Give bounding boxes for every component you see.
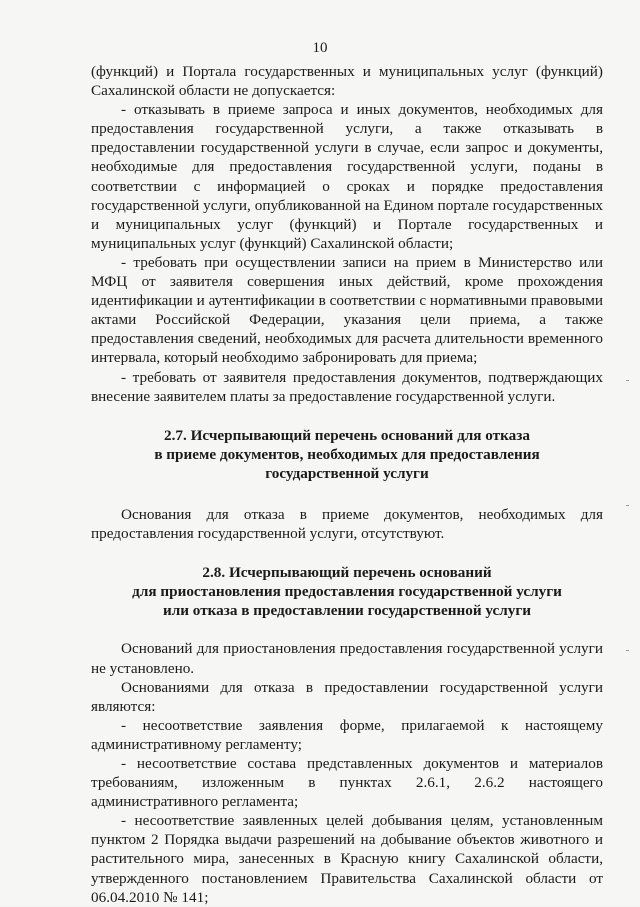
section-heading-line: или отказа в предоставлении государственной услуги [162, 602, 531, 620]
section-heading-line: государственной услуги [265, 464, 429, 482]
paragraph-bullet-payment: - требовать от заявителя предоставления документов, подтверждающих внесение заявителем платы за предоставление государственной услуги. [91, 368, 603, 405]
paragraph-bullet-goals: - несоответствие заявленных целей добывания целям, установленным пунктом 2 Порядка выдачи разрешений на добывание объектов животного и растительного мира, занесенных в Красную книгу Сахалинской области, утвержденного постановлением Правительства Сахалинской области от 06.04.2010 № 141; [91, 812, 603, 906]
paragraph-bullet-appointment: - требовать при осуществлении записи на прием в Министерство или МФЦ от заявителя совершения иных действий, кроме прохождения идентификации и аутентификации в соответствии с нормативными правовыми актами Российской Федерации, указания цели приема, а также предоставления сведений, необходимых для расчета длительности временного интервала, который необходимо забронировать для приема; [91, 253, 603, 367]
section-2-7-text: Основания для отказа в приеме документов, необходимых для предоставления государственной услуги, отсутствуют. [91, 505, 603, 543]
paragraph-no-suspension: Оснований для приостановления предоставления государственной услуги не установлено. [91, 640, 603, 677]
scan-mark [626, 650, 629, 651]
section-2-8-heading [91, 563, 603, 620]
scan-mark [626, 505, 629, 506]
paragraph-bullet-refuse: - отказывать в приеме запроса и иных документов, необходимых для предоставления государственной услуги, а также отказывать в предоставлении государственной услуги в случае, если запрос и документы, необходимые для предоставления государственной услуги, поданы в соответствии с информацией о сроках и порядке предоставления государственной услуги, опубликованной на Едином портале государственных и муниципальных услуг (функций) и Портале государственных и муниципальных услуг (функций) Сахалинской области; [91, 101, 603, 252]
scan-mark [626, 380, 629, 381]
paragraph-continuation: (функций) и Портала государственных и муниципальных услуг (функций) Сахалинской области не допускается: [91, 63, 603, 100]
paragraph-bullet-documents: - несоответствие состава представленных документов и материалов требованиям, изложенным в пунктах 2.6.1, 2.6.2 настоящего административного регламента; [91, 755, 603, 811]
document-body [91, 62, 603, 907]
paragraph-refusal-grounds: Основаниями для отказа в предоставлении государственной услуги являются: [91, 678, 603, 715]
section-heading-line: в приеме документов, необходимых для предоставления [154, 445, 540, 463]
section-heading-line: 2.8. Исчерпывающий перечень оснований [202, 564, 492, 582]
page-number: 10 [312, 40, 328, 56]
paragraph-bullet-form: - несоответствие заявления форме, прилагаемой к настоящему административному регламенту; [91, 716, 603, 753]
section-heading-line: 2.7. Исчерпывающий перечень оснований для отказа [164, 426, 530, 444]
section-heading-line: для приостановления предоставления государственной услуги [132, 583, 562, 601]
section-2-7-heading [91, 426, 603, 483]
